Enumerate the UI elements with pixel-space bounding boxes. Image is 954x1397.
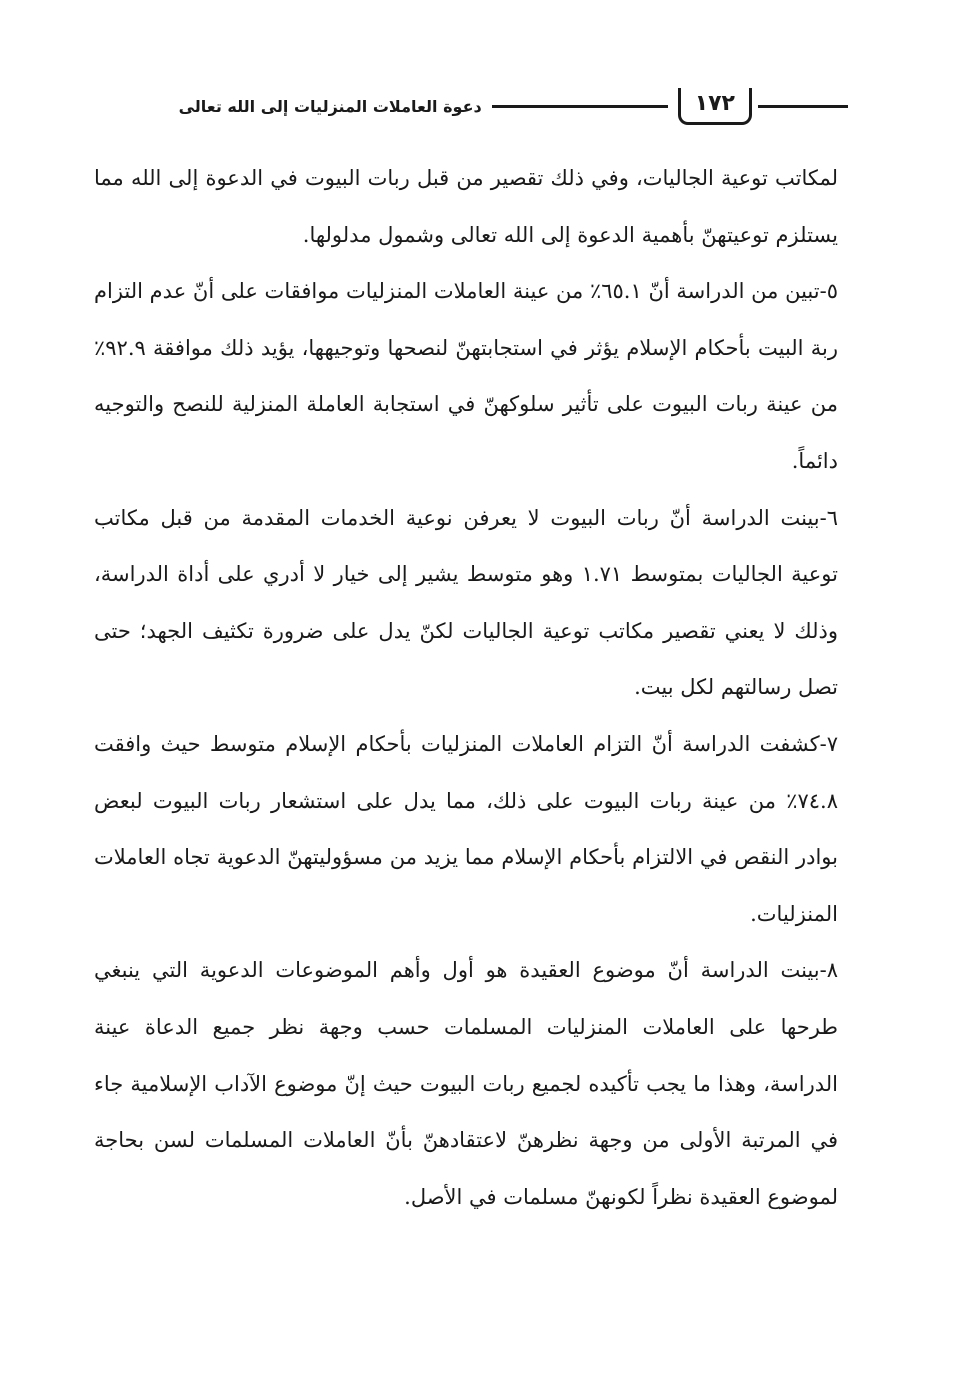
header-rule-right — [758, 105, 848, 108]
page-header — [92, 84, 848, 128]
header-rule-middle — [492, 105, 668, 108]
running-title: دعوة العاملات المنزليات إلى الله تعالى — [178, 96, 482, 116]
page-number: ١٧٢ — [678, 88, 752, 125]
paragraph-finding-7: ٧-كشفت الدراسة أنّ التزام العاملات المنزليات بأحكام الإسلام متوسط حيث وافقت ٧٤.٨٪ من عينة ربات البيوت على ذلك، مما يدل على استشعار ربات البيوت لبعض بوادر النقص في الالتزام بأحكام الإسلام مما يزيد من مسؤوليتهنّ الدعوية تجاه العاملات المنزليات. — [94, 731, 838, 926]
paragraph-finding-8: ٨-بينت الدراسة أنّ موضوع العقيدة هو أول وأهم الموضوعات الدعوية التي ينبغي طرحها على العاملات المنزليات المسلمات حسب وجهة نظر جميع الدعاة عينة الدراسة، وهذا ما يجب تأكيده لجميع ربات البيوت حيث إنّ موضوع الآداب الإسلامية جاء في المرتبة الأولى من وجهة نظرهنّ لاعتقادهنّ بأنّ العاملات المسلمات لسن بحاجة لموضوع العقيدة نظراً لكونهنّ مسلمات في الأصل. — [94, 958, 838, 1209]
paragraph-continuation: لمكاتب توعية الجاليات، وفي ذلك تقصير من قبل ربات البيوت في الدعوة إلى الله مما يستلزم توعيتهنّ بأهمية الدعوة إلى الله تعالى وشمول مدلولها. — [94, 166, 838, 247]
paragraph-finding-6: ٦-بينت الدراسة أنّ ربات البيوت لا يعرفن نوعية الخدمات المقدمة من قبل مكاتب توعية الجاليات بمتوسط ١.٧١ وهو متوسط يشير إلى خيار لا أدري على أداة الدراسة، وذلك لا يعني تقصير مكاتب توعية الجاليات لكنّ يدل على ضرورة تكثيف الجهد؛ حتى تصل رسالتهم لكل بيت. — [94, 505, 838, 700]
paragraph-finding-5: ٥-تبين من الدراسة أنّ ٦٥.١٪ من عينة العاملات المنزليات موافقات على أنّ عدم التزام ربة البيت بأحكام الإسلام يؤثر في استجابتهنّ لنصحها وتوجيهها، يؤيد ذلك موافقة ٩٢.٩٪ من عينة ربات البيوت على تأثير سلوكهنّ في استجابة العاملة المنزلية للنصح والتوجيه دائماً. — [94, 279, 838, 473]
page-body — [94, 150, 838, 1225]
